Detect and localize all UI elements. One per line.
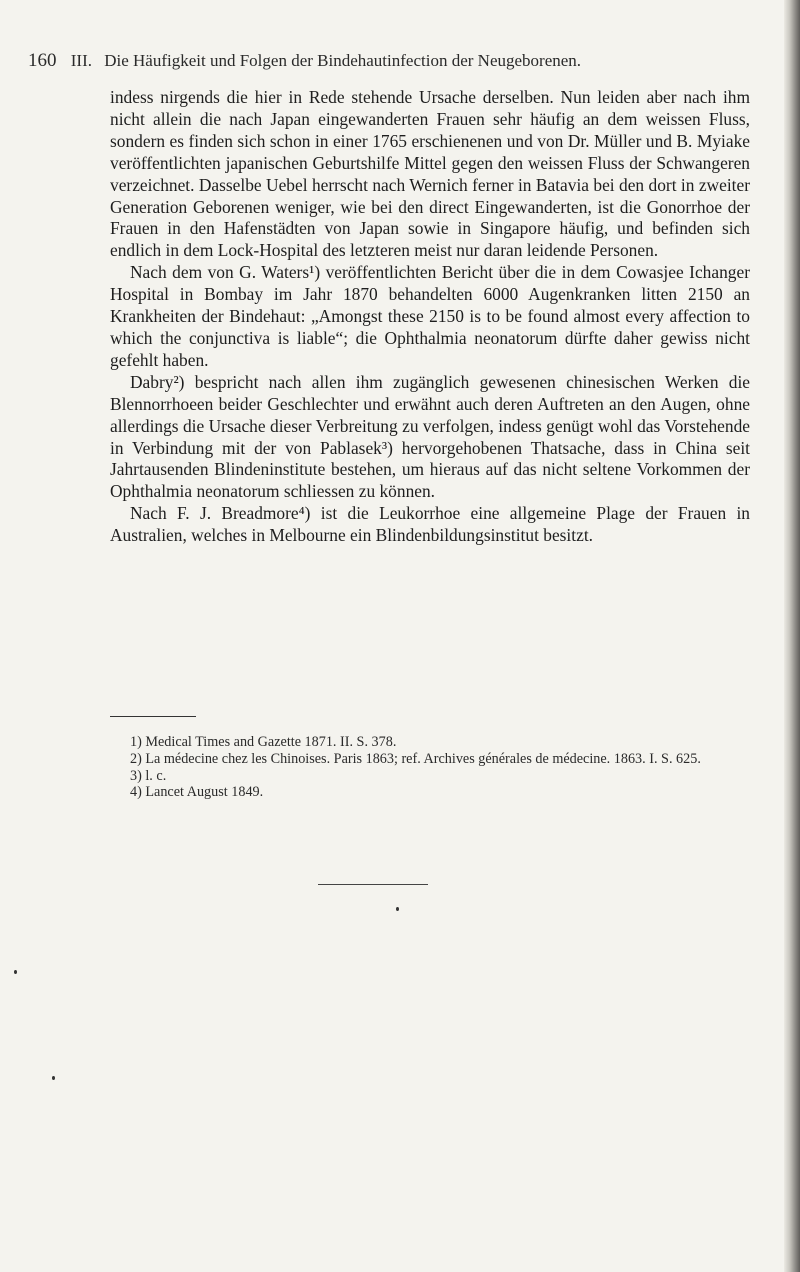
paragraph: Dabry²) bespricht nach allen ihm zugänglich gewesenen chinesischen Werken die Blennorrhoeen beider Geschlechter und erwähnt auch deren Auftreten an den Augen, ohne allerdings die Ursache dieser Verbreitung zu verfolgen, indess genügt wohl das Vorstehende in Verbindung mit der von Pablasek³) hervorgehobenen Thatsache, dass in China seit Jahrtausenden Blindeninstitute bestehen, um hieraus auf das nicht seltene Vorkommen der Ophthalmia neonatorum schliessen zu können. xyxy=(110,371,750,502)
running-title: Die Häufigkeit und Folgen der Bindehautinfection der Neugeborenen. xyxy=(104,51,582,70)
paragraph: Nach F. J. Breadmore⁴) ist die Leukorrhoe eine allgemeine Plage der Frauen in Australien, welches in Melbourne ein Blindenbildungsinstitut besitzt. xyxy=(110,503,750,546)
footnote: 3) l. c. xyxy=(130,767,167,784)
footnote-divider xyxy=(110,716,196,717)
print-speck xyxy=(14,970,17,974)
footnote: 4) Lancet August 1849. xyxy=(130,784,264,801)
paragraph: Nach dem von G. Waters¹) veröffentlichten Bericht über die in dem Cowasjee Ichanger Hospital in Bombay im Jahr 1870 behandelten 6000 Augenkranken litten 2150 an Krankheiten der Bindehaut: „Amongst these 2150 is to be found almost every affection to which the conjunctiva is liable“; die Ophthalmia neonatorum dürfte daher gewiss nicht gefehlt haben. xyxy=(110,262,750,370)
print-speck xyxy=(396,907,399,911)
body-text xyxy=(110,87,750,547)
chapter-number: III. xyxy=(70,51,92,70)
page-number: 160 xyxy=(28,50,57,71)
footnote: 1) Medical Times and Gazette 1871. II. S. 378. xyxy=(130,734,397,750)
end-rule xyxy=(318,884,428,885)
page-edge-shadow xyxy=(784,0,800,1272)
running-header xyxy=(28,50,768,72)
footnote: 2) La médecine chez les Chinoises. Paris 1863; ref. Archives générales de médecine. 1863. I. S. 625. xyxy=(130,750,701,767)
paragraph: indess nirgends die hier in Rede stehende Ursache derselben. Nun leiden aber nach ihm nicht allein die nach Japan eingewanderten Frauen sehr häufig an dem weissen Fluss, sondern es finden sich schon in einer 1765 erschienenen und von Dr. Müller und B. Myiake veröffentlichten japanischen Geburtshilfe Mittel gegen den weissen Fluss der Schwangeren verzeichnet. Dasselbe Uebel herrscht nach Wernich ferner in Batavia bei den dort in zweiter Generation Geborenen weniger, wie bei den direct Eingewanderten, ist die Gonorrhoe der Frauen in den Hafenstädten von Japan sowie in Singapore häufig, und befinden sich endlich in dem Lock-Hospital des letzteren meist nur daran leidende Personen. xyxy=(110,87,750,261)
print-speck xyxy=(52,1076,55,1080)
footnotes xyxy=(110,734,750,801)
